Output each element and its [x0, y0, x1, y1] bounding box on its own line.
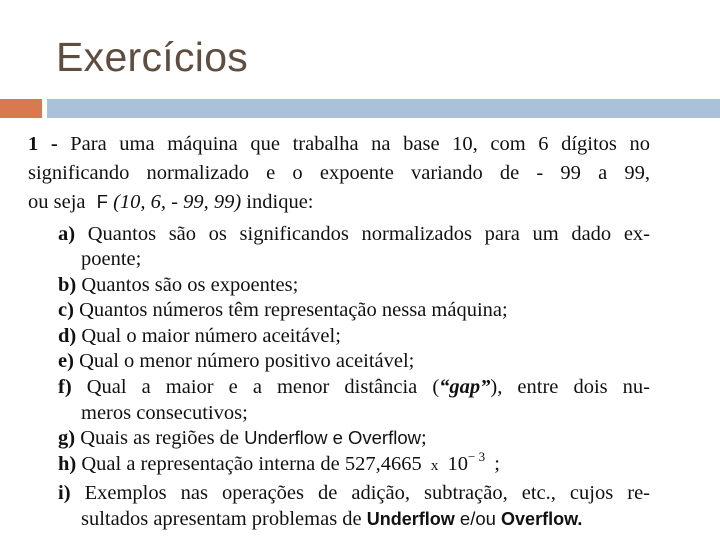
question-line-3 [28, 192, 313, 213]
accent-bar-orange [0, 99, 42, 118]
slide-title: Exercícios [56, 34, 249, 80]
item-h-times: x [430, 458, 439, 474]
item-f-text-b: ), entre dois nu- [490, 376, 651, 398]
item-a-label: a) [58, 223, 76, 245]
item-h-text: Qual a representação interna de 527,4665 [81, 453, 422, 475]
item-f [58, 377, 650, 398]
item-f-cont: meros consecutivos; [81, 402, 248, 424]
item-b-text: Quantos são os expoentes; [81, 274, 299, 296]
item-h-label: h) [58, 453, 77, 475]
item-c-text: Quantos números têm representação nessa máquina; [79, 299, 508, 321]
item-c [58, 300, 508, 321]
item-i-end: . [577, 509, 583, 529]
item-d-text: Qual o maior número aceitável; [81, 325, 341, 347]
item-b-label: b) [58, 274, 77, 296]
function-args: (10, 6, - 99, 99) [113, 191, 242, 213]
item-f-label: f) [58, 376, 72, 398]
question-text-1: Para uma máquina que trabalha na base 10, com 6 dígitos no [70, 133, 651, 155]
item-g-end: ; [421, 427, 427, 449]
item-i-text: Exemplos nas operações de adição, subtração, etc., cujos re- [84, 482, 650, 504]
item-a-text: Quantos são os significandos normalizados para um dado ex- [87, 223, 651, 245]
question-line-2: significando normalizado e o expoente variando de - 99 a 99, [28, 162, 650, 184]
item-b [58, 275, 298, 296]
item-i-cont [81, 509, 582, 530]
item-d-label: d) [58, 325, 77, 347]
item-e-label: e) [58, 350, 74, 372]
item-i-underflow: Underflow [366, 509, 455, 529]
item-i-label: i) [58, 482, 71, 504]
item-f-text-a: Qual a maior e a menor distância ( [86, 376, 440, 398]
question-text-3b: indique: [246, 191, 314, 213]
item-f-gap: “gap” [439, 376, 491, 398]
item-g-label: g) [58, 427, 76, 449]
item-a-cont: poente; [81, 248, 142, 270]
question-number: 1 - [28, 133, 58, 155]
item-c-label: c) [58, 299, 74, 321]
function-F: F [96, 191, 108, 212]
item-h-base: 10 [447, 453, 468, 475]
item-i [58, 483, 650, 504]
item-g-and: e [332, 427, 343, 448]
item-i-text-2: sultados apresentam problemas de [81, 508, 362, 530]
item-i-sep: e/ou [459, 508, 496, 529]
item-a [58, 224, 650, 245]
item-h [58, 449, 500, 475]
item-i-overflow: Overflow [501, 509, 578, 529]
exercise-content [0, 118, 720, 540]
item-d [58, 326, 341, 347]
item-h-end: ; [494, 453, 500, 475]
item-h-exponent: − 3 [468, 449, 486, 464]
question-text-3a: ou seja [28, 191, 86, 213]
item-e-text: Qual o menor número positivo aceitável; [79, 350, 415, 372]
item-g-underflow: Underflow [244, 427, 328, 448]
question-line-1 [28, 134, 650, 155]
accent-bar-blue [47, 99, 720, 118]
item-e [58, 351, 414, 372]
item-g [58, 428, 427, 449]
item-g-text: Quais as regiões de [80, 427, 240, 449]
item-g-overflow: Overflow [348, 427, 421, 448]
